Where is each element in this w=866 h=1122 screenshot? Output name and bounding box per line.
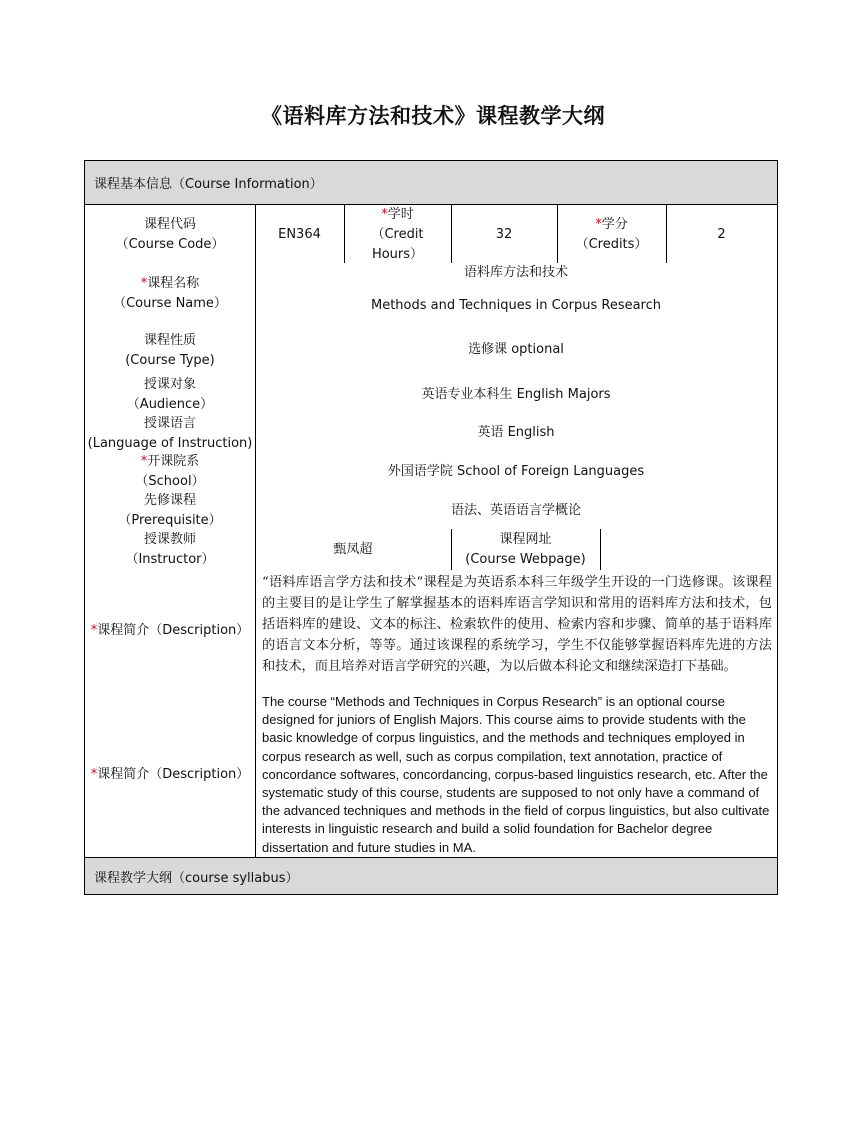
value-course-code: EN364 [278, 226, 321, 242]
label-prerequisite: 先修课程 （Prerequisite） [118, 493, 222, 528]
section-header-course-syllabus: 课程教学大纲（course syllabus） [85, 858, 777, 894]
label-description-zh: *课程简介（Description） [90, 623, 250, 638]
label-course-code: 课程代码 （Course Code） [115, 217, 225, 252]
value-credit-hours: 32 [495, 226, 513, 242]
label-language-of-instruction: 授课语言 (Language of Instruction) [87, 416, 253, 451]
label-credit-hours: *学时 （Credit Hours） [371, 206, 424, 262]
label-audience: 授课对象 （Audience） [126, 377, 214, 412]
description-en-text: The course “Methods and Techniques in Corpus Research” is an optional course designed for juniors of English Majors. This course aims to provide students with the basic knowledge of corpus linguistics, and the methods and techniques employed in corpus research as well, such as corpus compilation, text annotation, practice of concordance softwares, concordancing, corpus-based linguistics research, etc. After the systematic study of this course, students are supposed to not only have a command of the advanced techniques and methods in the field of corpus linguistics, but also cultivate interests in linguistic research and build a solid foundation for Bachelor degree dissertation and future studies in MA. [262, 694, 770, 855]
label-course-webpage: 课程网址 (Course Webpage) [465, 532, 586, 567]
document-title: 《语料库方法和技术》课程教学大纲 [261, 104, 605, 128]
label-course-name: *课程名称 （Course Name） [113, 276, 227, 311]
description-zh-text: “语料库语言学方法和技术”课程是为英语系本科三年级学生开设的一门选修课。该课程的主要目的是让学生了解掌握基本的语料库语言学知识和常用的语料库方法和技术，包括语料库的建设、文本的标注、检索软件的使用、检索内容和步骤、简单的基于语料库的语言文本分析，等等。通过该课程的系统学习，学生不仅能够掌握语料库先进的方法和技术，而且培养对语言学研究的兴趣，为以后做本科论文和继续深造打下基础。 [262, 575, 772, 674]
value-course-type: 选修课 optional [468, 342, 564, 357]
course-info-table [84, 160, 778, 895]
value-course-webpage[interactable] [600, 529, 777, 571]
value-credits: 2 [717, 226, 726, 242]
value-course-name-zh: 语料库方法和技术 [463, 265, 568, 280]
label-course-type: 课程性质 (Course Type) [125, 333, 215, 368]
label-instructor: 授课教师 （Instructor） [125, 532, 215, 567]
value-language-of-instruction: 英语 English [477, 425, 555, 440]
value-instructor: 甄凤超 [333, 542, 373, 557]
value-prerequisite: 语法、英语语言学概论 [450, 503, 581, 518]
value-course-name-en: Methods and Techniques in Corpus Research [371, 298, 661, 313]
value-school: 外国语学院 School of Foreign Languages [387, 464, 645, 479]
label-school: *开课院系 （School） [135, 454, 205, 489]
label-credits: *学分 （Credits） [575, 216, 648, 252]
label-description-en: *课程简介（Description） [90, 767, 250, 782]
section-header-course-information: 课程基本信息（Course Information） [85, 161, 777, 204]
value-audience: 英语专业本科生 English Majors [421, 387, 611, 402]
